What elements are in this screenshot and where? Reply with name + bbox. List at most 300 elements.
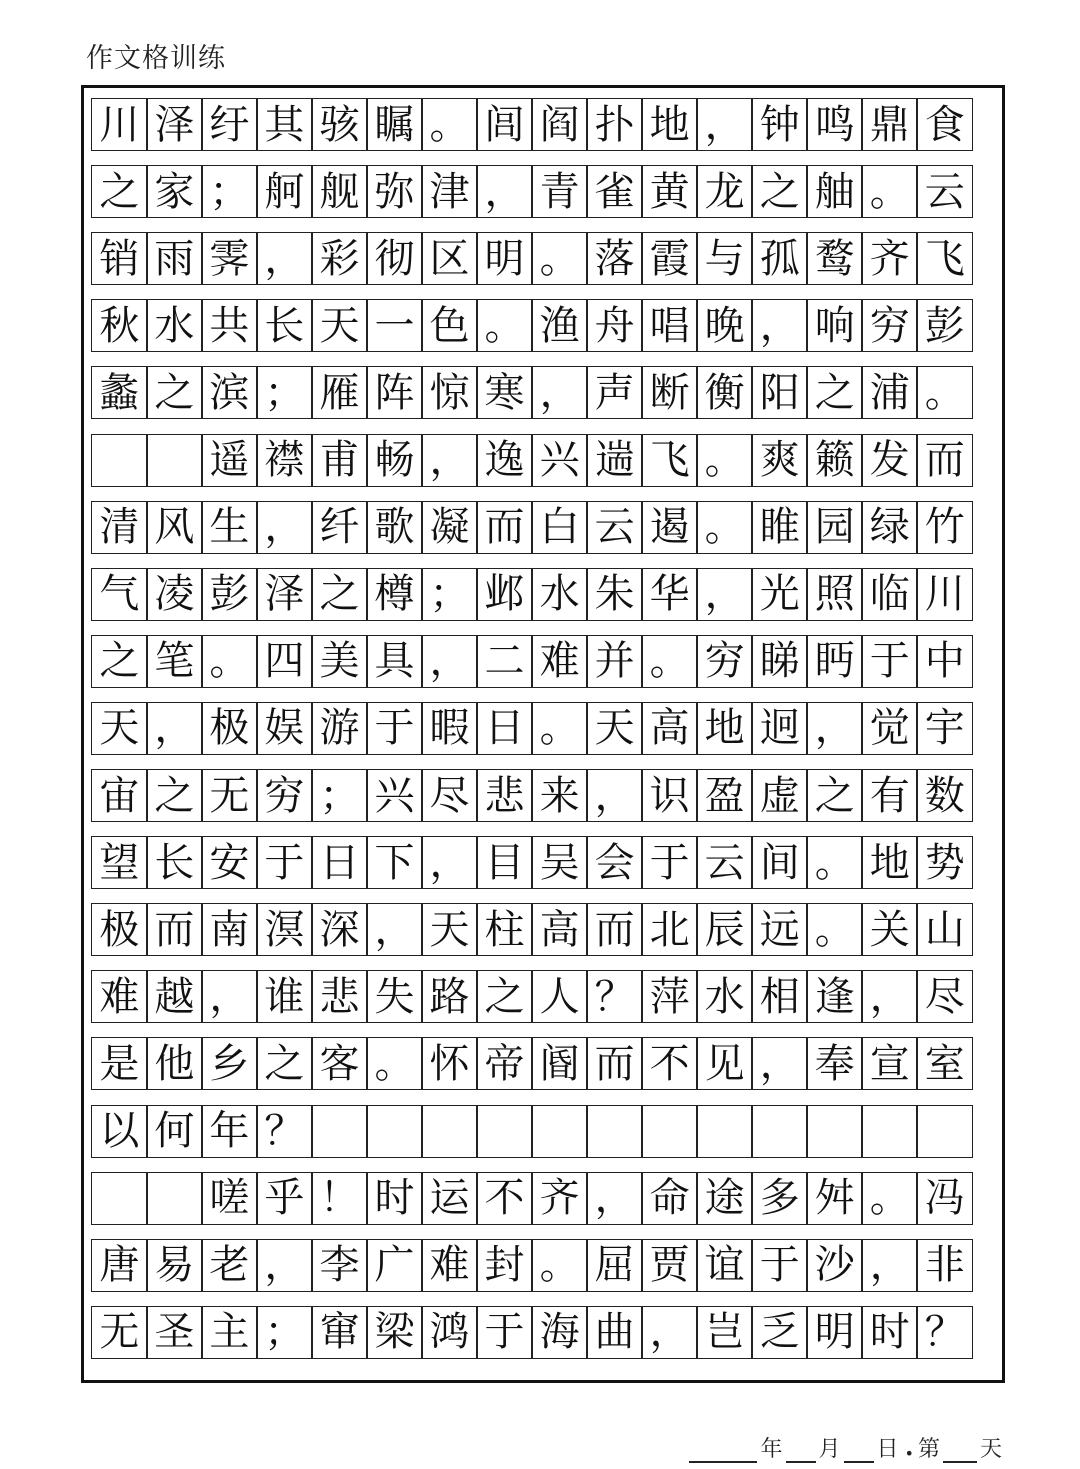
grid-cell: 明: [806, 1306, 863, 1359]
grid-row: [91, 970, 997, 1023]
grid-cell: 之: [146, 366, 203, 419]
grid-cell: [91, 1172, 148, 1225]
grid-cell: 。: [861, 1172, 918, 1225]
grid-row: [91, 501, 997, 554]
grid-cell: 舳: [806, 165, 863, 218]
grid-row: [91, 1306, 997, 1359]
grid-cell: 嗟: [201, 1172, 258, 1225]
grid-cell: 发: [861, 434, 918, 487]
grid-cell: 舛: [806, 1172, 863, 1225]
grid-cell: 声: [586, 366, 643, 419]
grid-cell: 天: [586, 702, 643, 755]
year-blank[interactable]: [689, 1439, 757, 1463]
grid-cell: 光: [751, 568, 808, 621]
grid-cell: 川: [916, 568, 973, 621]
grid-cell: 识: [641, 769, 698, 822]
grid-cell: 绿: [861, 501, 918, 554]
grid-cell: ！: [311, 1172, 368, 1225]
grid-cell: 穷: [696, 635, 753, 688]
grid-cell: 而: [476, 501, 533, 554]
grid-cell: 孤: [751, 232, 808, 285]
grid-cell: 室: [916, 1037, 973, 1090]
grid-cell: 难: [421, 1239, 478, 1292]
grid-cell: 他: [146, 1037, 203, 1090]
grid-cell: ，: [256, 232, 313, 285]
grid-cell: 二: [476, 635, 533, 688]
grid-cell: 气: [91, 568, 148, 621]
grid-cell: 。: [421, 98, 478, 151]
grid-cell: 鹜: [806, 232, 863, 285]
grid-cell: 。: [806, 903, 863, 956]
grid-cell: 下: [366, 836, 423, 889]
grid-cell: 。: [696, 434, 753, 487]
grid-cell: 阎: [531, 98, 588, 151]
grid-cell: 彭: [201, 568, 258, 621]
grid-cell: 闾: [476, 98, 533, 151]
grid-cell: 美: [311, 635, 368, 688]
grid-cell: 凝: [421, 501, 478, 554]
grid-cell: 阵: [366, 366, 423, 419]
grid-cell: 。: [916, 366, 973, 419]
grid-cell: 李: [311, 1239, 368, 1292]
grid-cell: ，: [861, 970, 918, 1023]
grid-cell: ，: [146, 702, 203, 755]
grid-cell: 朱: [586, 568, 643, 621]
grid-cell: ，: [641, 1306, 698, 1359]
grid-cell: [696, 1105, 753, 1158]
grid-cell: [586, 1105, 643, 1158]
grid-cell: 时: [366, 1172, 423, 1225]
grid-cell: 云: [696, 836, 753, 889]
grid-cell: 奉: [806, 1037, 863, 1090]
grid-row: [91, 165, 997, 218]
grid-cell: 兴: [366, 769, 423, 822]
grid-cell: ；: [256, 1306, 313, 1359]
grid-cell: 与: [696, 232, 753, 285]
grid-cell: 宣: [861, 1037, 918, 1090]
grid-cell: 无: [201, 769, 258, 822]
grid-cell: 云: [586, 501, 643, 554]
grid-cell: 风: [146, 501, 203, 554]
grid-cell: 。: [531, 702, 588, 755]
grid-cell: [311, 1105, 368, 1158]
grid-cell: 竹: [916, 501, 973, 554]
grid-cell: ，: [531, 366, 588, 419]
grid-cell: 钟: [751, 98, 808, 151]
grid-cell: 水: [531, 568, 588, 621]
grid-row: [91, 1037, 997, 1090]
grid-cell: ？: [586, 970, 643, 1023]
grid-cell: 园: [806, 501, 863, 554]
grid-cell: ，: [256, 501, 313, 554]
grid-cell: 龙: [696, 165, 753, 218]
grid-cell: 游: [311, 702, 368, 755]
grid-cell: 川: [91, 98, 148, 151]
grid-cell: 齐: [531, 1172, 588, 1225]
grid-cell: 悲: [311, 970, 368, 1023]
grid-cell: 樽: [366, 568, 423, 621]
grid-cell: 泽: [256, 568, 313, 621]
grid-sheet: [81, 85, 1005, 1383]
grid-row: [91, 702, 997, 755]
grid-cell: 天: [91, 702, 148, 755]
grid-cell: 秋: [91, 299, 148, 352]
grid-cell: 并: [586, 635, 643, 688]
grid-cell: 飞: [641, 434, 698, 487]
grid-cell: 娱: [256, 702, 313, 755]
grid-cell: 阍: [531, 1037, 588, 1090]
grid-cell: 封: [476, 1239, 533, 1292]
grid-cell: 浦: [861, 366, 918, 419]
grid-row: [91, 769, 997, 822]
grid-cell: 日: [311, 836, 368, 889]
grid-cell: 命: [641, 1172, 698, 1225]
grid-cell: 主: [201, 1306, 258, 1359]
grid-cell: 渔: [531, 299, 588, 352]
grid-cell: 难: [91, 970, 148, 1023]
grid-cell: 尽: [916, 970, 973, 1023]
grid-cell: 无: [91, 1306, 148, 1359]
grid-cell: 远: [751, 903, 808, 956]
grid-cell: 易: [146, 1239, 203, 1292]
grid-cell: 宙: [91, 769, 148, 822]
grid-cell: 间: [751, 836, 808, 889]
grid-cell: 雨: [146, 232, 203, 285]
grid-cell: 青: [531, 165, 588, 218]
grid-cell: 于: [641, 836, 698, 889]
grid-cell: 唐: [91, 1239, 148, 1292]
grid-cell: 甫: [311, 434, 368, 487]
grid-cell: 霁: [201, 232, 258, 285]
grid-cell: 。: [696, 501, 753, 554]
grid-cell: 望: [91, 836, 148, 889]
day-blank[interactable]: [844, 1439, 874, 1463]
grid-cell: 唱: [641, 299, 698, 352]
grid-cell: 途: [696, 1172, 753, 1225]
grid-cell: 兴: [531, 434, 588, 487]
grid-cell: 老: [201, 1239, 258, 1292]
grid-cell: 运: [421, 1172, 478, 1225]
grid-cell: ，: [861, 1239, 918, 1292]
grid-cell: 落: [586, 232, 643, 285]
grid-cell: 海: [531, 1306, 588, 1359]
grid-cell: 纤: [311, 501, 368, 554]
grid-cell: ，: [476, 165, 533, 218]
grid-cell: 于: [366, 702, 423, 755]
grid-cell: 时: [861, 1306, 918, 1359]
grid-cell: 曲: [586, 1306, 643, 1359]
grid-cell: 萍: [641, 970, 698, 1023]
grid-cell: [146, 1172, 203, 1225]
grid-cell: [751, 1105, 808, 1158]
grid-row: [91, 98, 997, 151]
grid-cell: 乎: [256, 1172, 313, 1225]
grid-row: [91, 1172, 997, 1225]
grid-cell: 之: [256, 1037, 313, 1090]
grid-cell: 穷: [256, 769, 313, 822]
grid-cell: 襟: [256, 434, 313, 487]
grid-cell: 销: [91, 232, 148, 285]
grid-cell: ？: [256, 1105, 313, 1158]
grid-cell: 地: [641, 98, 698, 151]
grid-cell: 帝: [476, 1037, 533, 1090]
grid-cell: 彩: [311, 232, 368, 285]
grid-cell: 天: [421, 903, 478, 956]
page-title: 作文格训练: [86, 43, 226, 74]
grid-cell: 而: [586, 1037, 643, 1090]
day-label: 日: [876, 1437, 899, 1462]
grid-cell: 广: [366, 1239, 423, 1292]
grid-cell: ，: [201, 970, 258, 1023]
grid-cell: 极: [91, 903, 148, 956]
grid-cell: 谊: [696, 1239, 753, 1292]
grid-cell: 悲: [476, 769, 533, 822]
grid-cell: 彭: [916, 299, 973, 352]
date-footer: [686, 1432, 1002, 1463]
grid-cell: 。: [531, 1239, 588, 1292]
grid-cell: 会: [586, 836, 643, 889]
grid-cell: 逢: [806, 970, 863, 1023]
grid-cell: 于: [476, 1306, 533, 1359]
grid-cell: [641, 1105, 698, 1158]
grid-cell: 色: [421, 299, 478, 352]
bullet-dot: •: [904, 1444, 914, 1463]
grid-cell: 邺: [476, 568, 533, 621]
grid-cell: ；: [311, 769, 368, 822]
grid-cell: 盈: [696, 769, 753, 822]
month-blank[interactable]: [786, 1439, 816, 1463]
grid-cell: 以: [91, 1105, 148, 1158]
grid-cell: 来: [531, 769, 588, 822]
grid-row: [91, 836, 997, 889]
grid-cell: 清: [91, 501, 148, 554]
grid-cell: 阳: [751, 366, 808, 419]
grid-cell: 不: [476, 1172, 533, 1225]
grid-cell: 黄: [641, 165, 698, 218]
grid-cell: 畅: [366, 434, 423, 487]
grid-cell: 地: [696, 702, 753, 755]
grid-cell: 籁: [806, 434, 863, 487]
grid-cell: 目: [476, 836, 533, 889]
grid-cell: 瞩: [366, 98, 423, 151]
grid-cell: 之: [146, 769, 203, 822]
grid-cell: 四: [256, 635, 313, 688]
grid-cell: 遥: [201, 434, 258, 487]
grid-row: [91, 366, 997, 419]
grid-cell: 高: [531, 903, 588, 956]
grid-cell: 虚: [751, 769, 808, 822]
grid-cell: 之: [751, 165, 808, 218]
grid-cell: ，: [751, 1037, 808, 1090]
grid-cell: ；: [201, 165, 258, 218]
grid-cell: 梁: [366, 1306, 423, 1359]
grid-cell: 雀: [586, 165, 643, 218]
grid-cell: 眄: [806, 635, 863, 688]
grid-cell: 是: [91, 1037, 148, 1090]
grid-cell: 水: [696, 970, 753, 1023]
grid-cell: 鸿: [421, 1306, 478, 1359]
grid-cell: 明: [476, 232, 533, 285]
grid-cell: 难: [531, 635, 588, 688]
grid-cell: ，: [696, 98, 753, 151]
grid-cell: 蠡: [91, 366, 148, 419]
grid-cell: 共: [201, 299, 258, 352]
grid-cell: [806, 1105, 863, 1158]
grid-cell: 津: [421, 165, 478, 218]
grid-cell: 而: [146, 903, 203, 956]
grid-row: [91, 1105, 997, 1158]
day-count-blank[interactable]: [943, 1439, 977, 1463]
grid-cell: 南: [201, 903, 258, 956]
grid-cell: [146, 434, 203, 487]
grid-cell: 之: [311, 568, 368, 621]
grid-cell: [366, 1105, 423, 1158]
grid-cell: 岂: [696, 1306, 753, 1359]
grid-cell: 极: [201, 702, 258, 755]
grid-cell: ；: [256, 366, 313, 419]
grid-row: [91, 232, 997, 285]
grid-cell: 北: [641, 903, 698, 956]
grid-cell: 怀: [421, 1037, 478, 1090]
grid-row: [91, 903, 997, 956]
year-label: 年: [760, 1437, 783, 1462]
grid-cell: 响: [806, 299, 863, 352]
grid-cell: ，: [256, 1239, 313, 1292]
grid-cell: 越: [146, 970, 203, 1023]
grid-cell: 于: [751, 1239, 808, 1292]
grid-cell: 遏: [641, 501, 698, 554]
grid-cell: ，: [586, 1172, 643, 1225]
grid-cell: ？: [916, 1306, 973, 1359]
grid-cell: 之: [91, 165, 148, 218]
grid-cell: 年: [201, 1105, 258, 1158]
grid-cell: 。: [806, 836, 863, 889]
grid-cell: 客: [311, 1037, 368, 1090]
grid-cell: 吴: [531, 836, 588, 889]
grid-cell: 其: [256, 98, 313, 151]
grid-cell: 寒: [476, 366, 533, 419]
grid-cell: ，: [421, 836, 478, 889]
grid-cell: 于: [861, 635, 918, 688]
grid-cell: 有: [861, 769, 918, 822]
grid-cell: 何: [146, 1105, 203, 1158]
grid-cell: 势: [916, 836, 973, 889]
grid-cell: 霞: [641, 232, 698, 285]
grid-cell: 。: [366, 1037, 423, 1090]
grid-row: [91, 299, 997, 352]
grid-cell: 水: [146, 299, 203, 352]
grid-cell: 天: [311, 299, 368, 352]
grid-cell: 断: [641, 366, 698, 419]
grid-cell: 生: [201, 501, 258, 554]
grid-cell: 人: [531, 970, 588, 1023]
grid-cell: 于: [256, 836, 313, 889]
grid-cell: 屈: [586, 1239, 643, 1292]
grid-row: [91, 635, 997, 688]
grid-cell: 临: [861, 568, 918, 621]
grid-cell: 见: [696, 1037, 753, 1090]
grid-cell: ，: [751, 299, 808, 352]
grid-cell: 鸣: [806, 98, 863, 151]
grid-cell: 纡: [201, 98, 258, 151]
grid-cell: 穷: [861, 299, 918, 352]
grid-cell: [531, 1105, 588, 1158]
grid-cell: [91, 434, 148, 487]
grid-cell: 觉: [861, 702, 918, 755]
grid-cell: 之: [806, 366, 863, 419]
grid-cell: 衡: [696, 366, 753, 419]
grid-cell: 而: [916, 434, 973, 487]
grid-cell: 乏: [751, 1306, 808, 1359]
grid-cell: 云: [916, 165, 973, 218]
grid-cell: ，: [586, 769, 643, 822]
grid-cell: 一: [366, 299, 423, 352]
grid-cell: 华: [641, 568, 698, 621]
grid-cell: 之: [806, 769, 863, 822]
grid-cell: 。: [201, 635, 258, 688]
grid-cell: 滨: [201, 366, 258, 419]
grid-cell: 窜: [311, 1306, 368, 1359]
grid-cell: [861, 1105, 918, 1158]
grid-cell: ，: [421, 434, 478, 487]
grid-cell: 深: [311, 903, 368, 956]
grid-cell: 舟: [586, 299, 643, 352]
grid-cell: 长: [146, 836, 203, 889]
grid-row: [91, 568, 997, 621]
grid-cell: 笔: [146, 635, 203, 688]
grid-cell: [421, 1105, 478, 1158]
grid-cell: 扑: [586, 98, 643, 151]
month-label: 月: [818, 1437, 841, 1462]
grid-cell: 圣: [146, 1306, 203, 1359]
grid-cell: ，: [806, 702, 863, 755]
grid-cell: 地: [861, 836, 918, 889]
grid-cell: 爽: [751, 434, 808, 487]
grid-cell: ，: [421, 635, 478, 688]
grid-cell: 鼎: [861, 98, 918, 151]
grid-cell: [476, 1105, 533, 1158]
grid-cell: 失: [366, 970, 423, 1023]
grid-cell: 冯: [916, 1172, 973, 1225]
grid-cell: [916, 1105, 973, 1158]
grid-cell: 逸: [476, 434, 533, 487]
grid-row: [91, 1239, 997, 1292]
grid-cell: 高: [641, 702, 698, 755]
grid-cell: 而: [586, 903, 643, 956]
grid-cell: 尽: [421, 769, 478, 822]
grid-cell: 长: [256, 299, 313, 352]
grid-cell: ，: [366, 903, 423, 956]
tian-label: 天: [979, 1437, 1002, 1462]
grid-cell: 齐: [861, 232, 918, 285]
grid-cell: 晚: [696, 299, 753, 352]
grid-cell: 睢: [751, 501, 808, 554]
grid-cell: 之: [476, 970, 533, 1023]
grid-cell: 具: [366, 635, 423, 688]
grid-cell: 照: [806, 568, 863, 621]
grid-cell: 迥: [751, 702, 808, 755]
grid-cell: 飞: [916, 232, 973, 285]
grid-cell: 多: [751, 1172, 808, 1225]
grid-cell: 弥: [366, 165, 423, 218]
grid-cell: 。: [531, 232, 588, 285]
grid-cell: 日: [476, 702, 533, 755]
grid-cell: 中: [916, 635, 973, 688]
grid-cell: 乡: [201, 1037, 258, 1090]
grid-cell: 。: [476, 299, 533, 352]
grid-cell: 辰: [696, 903, 753, 956]
grid-cell: 家: [146, 165, 203, 218]
